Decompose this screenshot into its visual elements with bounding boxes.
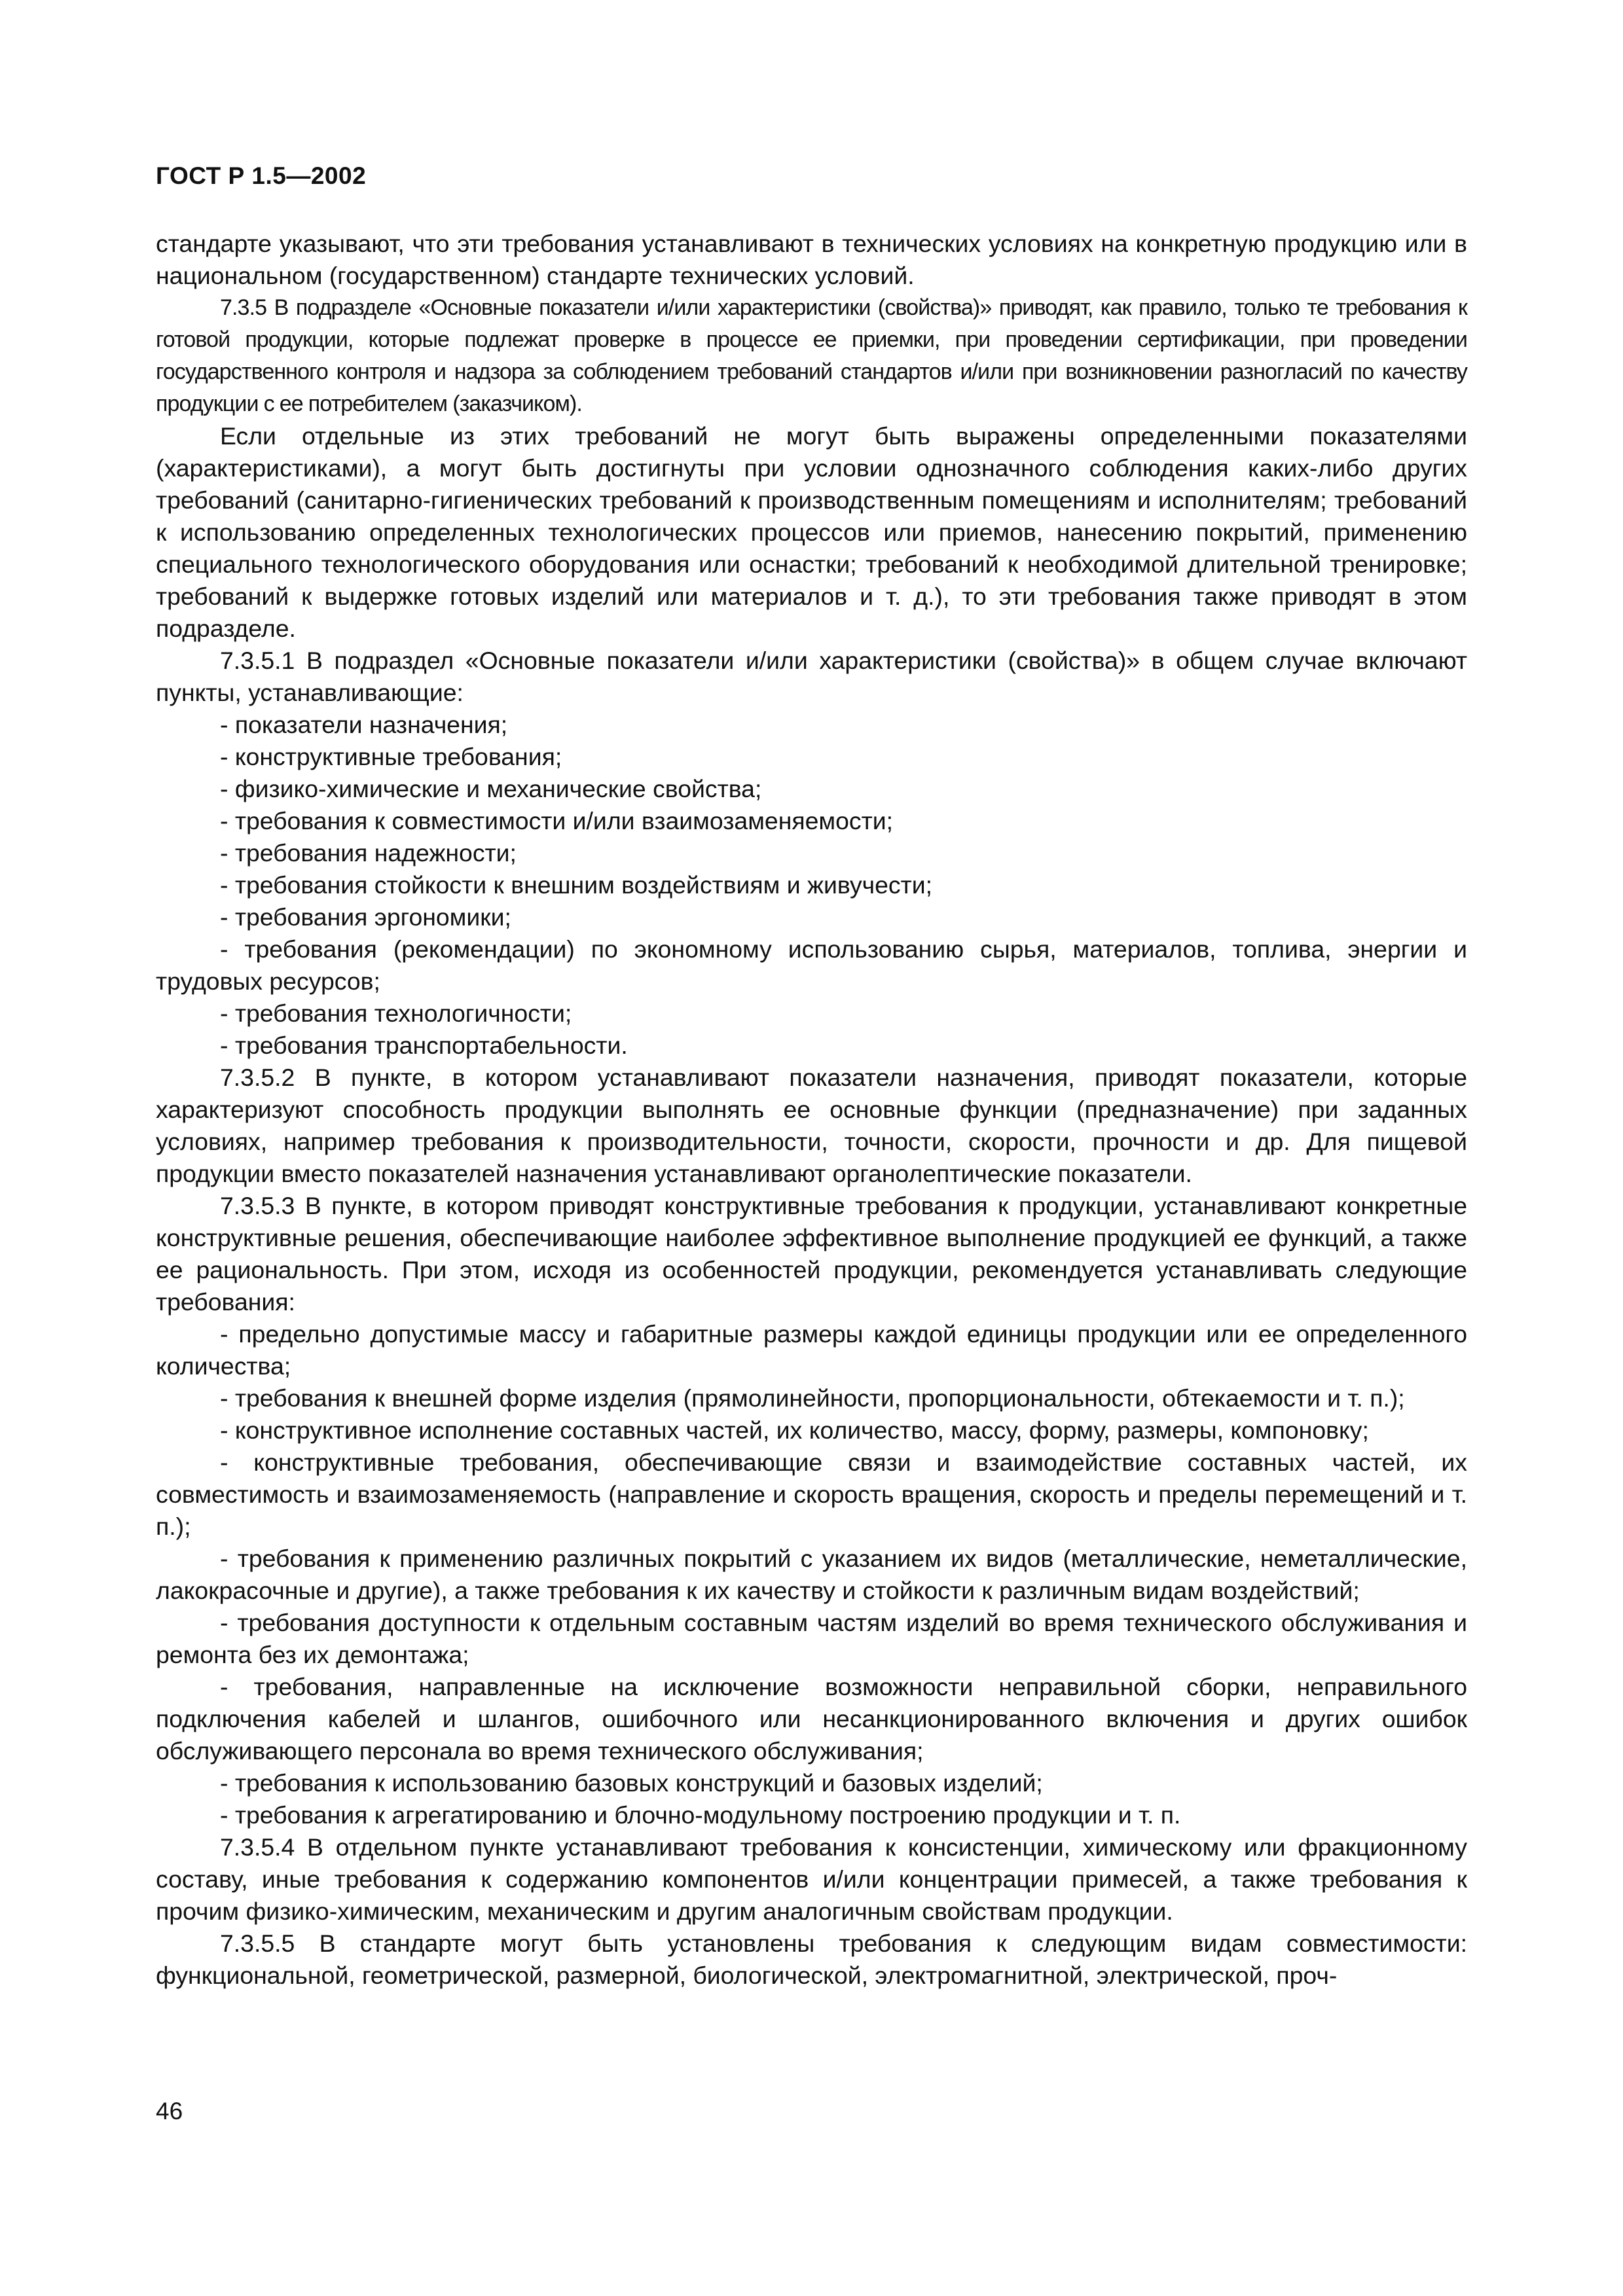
- list-item: - требования технологичности;: [220, 999, 572, 1027]
- list-item: - конструктивное исполнение составных частей, их количество, массу, форму, размеры, компоновку;: [220, 1416, 1369, 1444]
- list-item: - требования стойкости к внешним воздействиям и живучести;: [220, 871, 933, 899]
- list-item: - конструктивные требования;: [220, 743, 562, 770]
- list-item: - требования доступности к отдельным составным частям изделий во время технического обслуживания и ремонта без их демонтажа;: [156, 1609, 1467, 1668]
- list-item: - требования к применению различных покрытий с указанием их видов (металлические, неметаллические, лакокрасочные и другие), а также требования к их качеству и стойкости к различным видам воздействий;: [156, 1545, 1467, 1604]
- list-item: - требования эргономики;: [220, 903, 511, 931]
- document-header: ГОСТ Р 1.5—2002: [156, 162, 367, 189]
- list-item: - конструктивные требования, обеспечивающие связи и взаимодействие составных частей, их совместимость и взаимозаменяемость (направление и скорость вращения, скорость и пределы перемещений и т. п.);: [156, 1448, 1467, 1540]
- paragraph: Если отдельные из этих требований не могут быть выражены определенными показателями (характеристиками), а могут быть достигнуты при условии однозначного соблюдения каких-либо других требований (санитарно-гигиенических требований к производственным помещениям и исполнителям; требований к использованию определенных технологических процессов или приемов, нанесению покрытий, применению специального технологического оборудования или оснастки; требований к необходимой длительной тренировке; требований к выдержке готовых изделий или материалов и т. д.), то эти требования также приводят в этом подразделе.: [156, 422, 1467, 642]
- list-item: - предельно допустимые массу и габаритные размеры каждой единицы продукции или ее определенного количества;: [156, 1320, 1467, 1380]
- list-item: - требования надежности;: [220, 839, 517, 867]
- page-number: 46: [156, 2098, 183, 2125]
- list-item: - требования к агрегатированию и блочно-модульному построению продукции и т. п.: [220, 1801, 1181, 1829]
- list-item: - требования к использованию базовых конструкций и базовых изделий;: [220, 1769, 1043, 1797]
- paragraph-7-3-5-1: 7.3.5.1 В подраздел «Основные показатели и/или характеристики (свойства)» в общем случае включают пункты, устанавливающие:: [156, 647, 1467, 706]
- paragraph-7-3-5-2: 7.3.5.2 В пункте, в котором устанавливают показатели назначения, приводят показатели, которые характеризуют способность продукции выполнять ее основные функции (предназначение) при заданных условиях, например требования к производительности, точности, скорости, прочности и др. Для пищевой продукции вместо показателей назначения устанавливают органолептические показатели.: [156, 1064, 1467, 1187]
- paragraph-7-3-5-3: 7.3.5.3 В пункте, в котором приводят конструктивные требования к продукции, устанавливают конкретные конструктивные решения, обеспечивающие наиболее эффективное выполнение продукцией ее функций, а также ее рациональность. При этом, исходя из особенностей продукции, рекомендуется устанавливать следующие требования:: [156, 1192, 1467, 1316]
- document-body: [156, 228, 1467, 1992]
- list-item: - показатели назначения;: [220, 711, 508, 738]
- list-item: - требования, направленные на исключение возможности неправильной сборки, неправильного подключения кабелей и шлангов, ошибочного или несанкционированного включения и других ошибок обслуживающего персонала во время технического обслуживания;: [156, 1673, 1467, 1765]
- paragraph-7-3-5: 7.3.5 В подразделе «Основные показатели и/или характеристики (свойства)» приводят, как правило, только те требования к готовой продукции, которые подлежат проверке в процессе ее приемки, при проведении сертификации, при проведении государственного контроля и надзора за соблюдением требований стандартов и/или при возникновении разногласий по качеству продукции с ее потребителем (заказчиком).: [156, 295, 1467, 416]
- list-item: - физико-химические и механические свойства;: [220, 775, 762, 802]
- list-item: - требования транспортабельности.: [220, 1031, 628, 1059]
- paragraph-7-3-5-4: 7.3.5.4 В отдельном пункте устанавливают требования к консистенции, химическому или фракционному составу, иные требования к содержанию компонентов и/или концентрации примесей, а также требования к прочим физико-химическим, механическим и другим аналогичным свойствам продукции.: [156, 1833, 1467, 1925]
- list-item: - требования к совместимости и/или взаимозаменяемости;: [220, 807, 893, 834]
- paragraph-continuation: стандарте указывают, что эти требования устанавливают в технических условиях на конкретную продукцию или в национальном (государственном) стандарте технических условий.: [156, 230, 1467, 289]
- list-item: - требования (рекомендации) по экономному использованию сырья, материалов, топлива, энергии и трудовых ресурсов;: [156, 935, 1467, 995]
- list-item: - требования к внешней форме изделия (прямолинейности, пропорциональности, обтекаемости и т. п.);: [220, 1384, 1405, 1412]
- paragraph-7-3-5-5: 7.3.5.5 В стандарте могут быть установлены требования к следующим видам совместимости: функциональной, геометрической, размерной, биологической, электромагнитной, электрической, проч-: [156, 1929, 1467, 1989]
